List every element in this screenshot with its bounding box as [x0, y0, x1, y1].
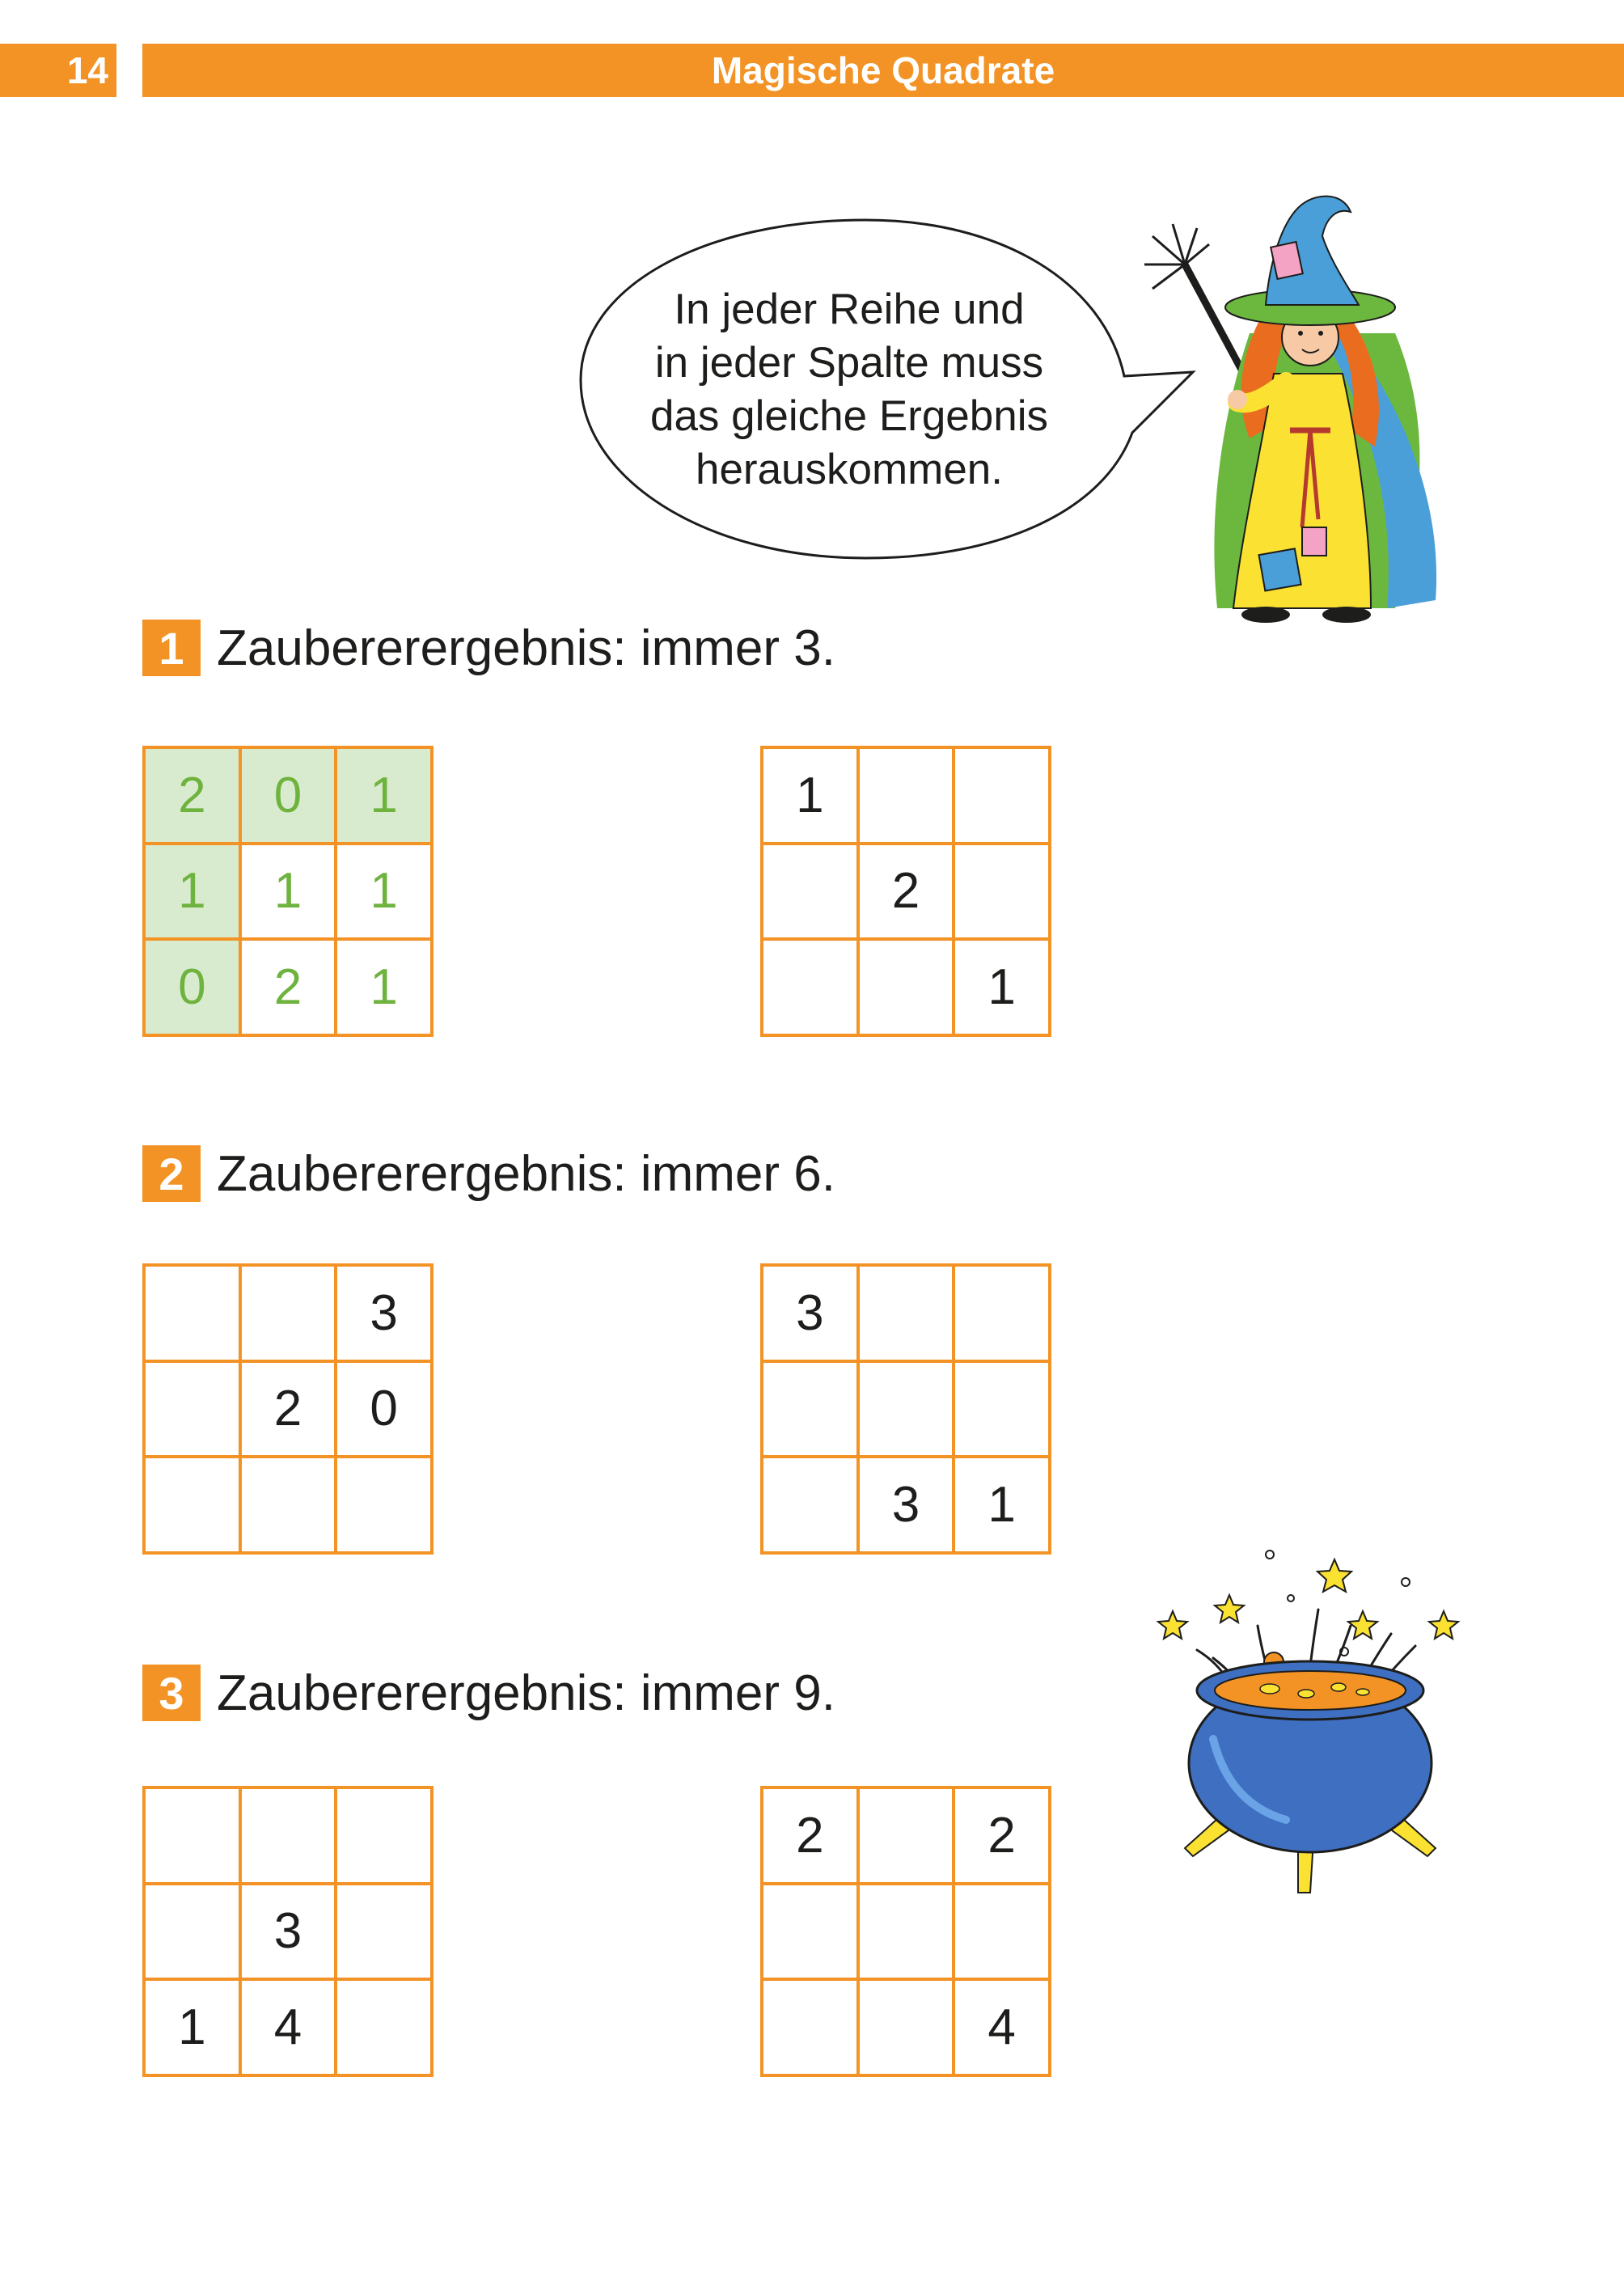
- speech-line: in jeder Spalte muss: [654, 339, 1044, 387]
- speech-line: In jeder Reihe und: [674, 286, 1025, 333]
- cauldron-illustration: [1148, 1545, 1472, 1909]
- grid-cell: 1: [336, 844, 432, 940]
- grid-cell: 3: [336, 1265, 432, 1361]
- grid-cell[interactable]: [858, 747, 954, 844]
- grid-cell[interactable]: [762, 844, 858, 940]
- grid-cell[interactable]: [954, 1265, 1050, 1361]
- grid-cell: 1: [144, 844, 240, 940]
- grid-cell: 2: [858, 844, 954, 940]
- grid-cell[interactable]: [858, 939, 954, 1035]
- magic-square: [142, 1263, 433, 1555]
- grid-cell[interactable]: [144, 1265, 240, 1361]
- grid-cell[interactable]: [858, 1979, 954, 2075]
- grid-cell: 3: [240, 1884, 336, 1980]
- grid-cell: 1: [336, 747, 432, 844]
- grid-cell: 2: [762, 1787, 858, 1884]
- grid-cell[interactable]: [336, 1457, 432, 1553]
- star-icon: [1158, 1559, 1458, 1639]
- task-instruction: Zaubererergebnis: immer 9.: [217, 1665, 835, 1721]
- grid-cell[interactable]: [240, 1457, 336, 1553]
- grid-cell: 3: [762, 1265, 858, 1361]
- speech-bubble: [566, 210, 1197, 574]
- grid-cell: 2: [144, 747, 240, 844]
- grid-cell: 1: [144, 1979, 240, 2075]
- magic-square: [142, 1786, 433, 2077]
- grid-cell: 2: [240, 1361, 336, 1457]
- grid-cell[interactable]: [144, 1787, 240, 1884]
- grid-cell[interactable]: [336, 1884, 432, 1980]
- task-3-heading: [142, 1665, 835, 1721]
- grid-cell[interactable]: [144, 1457, 240, 1553]
- magic-square: [760, 746, 1051, 1037]
- grid-cell[interactable]: [144, 1361, 240, 1457]
- task-number-badge: 1: [142, 620, 201, 676]
- grid-cell: 1: [954, 939, 1050, 1035]
- grid-cell[interactable]: [858, 1884, 954, 1980]
- magic-square: [760, 1786, 1051, 2077]
- grid-cell: 4: [240, 1979, 336, 2075]
- task-2-heading: [142, 1145, 835, 1202]
- grid-cell[interactable]: [762, 1361, 858, 1457]
- grid-cell[interactable]: [858, 1787, 954, 1884]
- speech-line: das gleiche Ergebnis: [649, 392, 1049, 440]
- sparkle-icon: [1144, 224, 1209, 289]
- grid-cell: 0: [144, 939, 240, 1035]
- wizard-illustration: [1128, 188, 1444, 649]
- grid-cell: 1: [762, 747, 858, 844]
- grid-cell: 3: [858, 1457, 954, 1553]
- task-number-badge: 3: [142, 1665, 201, 1721]
- grid-cell[interactable]: [240, 1265, 336, 1361]
- grid-cell: 1: [240, 844, 336, 940]
- task-instruction: Zaubererergebnis: immer 6.: [217, 1145, 835, 1202]
- grid-cell: 1: [954, 1457, 1050, 1553]
- task-instruction: Zaubererergebnis: immer 3.: [217, 620, 835, 676]
- grid-cell: 0: [240, 747, 336, 844]
- grid-cell: 2: [954, 1787, 1050, 1884]
- speech-line: herauskommen.: [695, 446, 1003, 493]
- grid-cell[interactable]: [954, 844, 1050, 940]
- page-number: 14: [0, 44, 116, 97]
- grid-cell[interactable]: [762, 1884, 858, 1980]
- grid-cell[interactable]: [336, 1979, 432, 2075]
- grid-cell[interactable]: [858, 1361, 954, 1457]
- grid-cell[interactable]: [954, 1884, 1050, 1980]
- task-number-badge: 2: [142, 1145, 201, 1202]
- speech-bubble-text: [623, 283, 1076, 497]
- grid-cell[interactable]: [762, 939, 858, 1035]
- grid-cell[interactable]: [954, 1361, 1050, 1457]
- grid-cell: 0: [336, 1361, 432, 1457]
- grid-cell[interactable]: [858, 1265, 954, 1361]
- magic-square: [760, 1263, 1051, 1555]
- grid-cell[interactable]: [144, 1884, 240, 1980]
- grid-cell[interactable]: [762, 1979, 858, 2075]
- page-title: Magische Quadrate: [142, 44, 1624, 97]
- grid-cell: 4: [954, 1979, 1050, 2075]
- magic-square-example: [142, 746, 433, 1037]
- grid-cell[interactable]: [762, 1457, 858, 1553]
- grid-cell[interactable]: [954, 747, 1050, 844]
- grid-cell[interactable]: [240, 1787, 336, 1884]
- grid-cell[interactable]: [336, 1787, 432, 1884]
- grid-cell: 1: [336, 939, 432, 1035]
- grid-cell: 2: [240, 939, 336, 1035]
- task-1-heading: [142, 620, 835, 676]
